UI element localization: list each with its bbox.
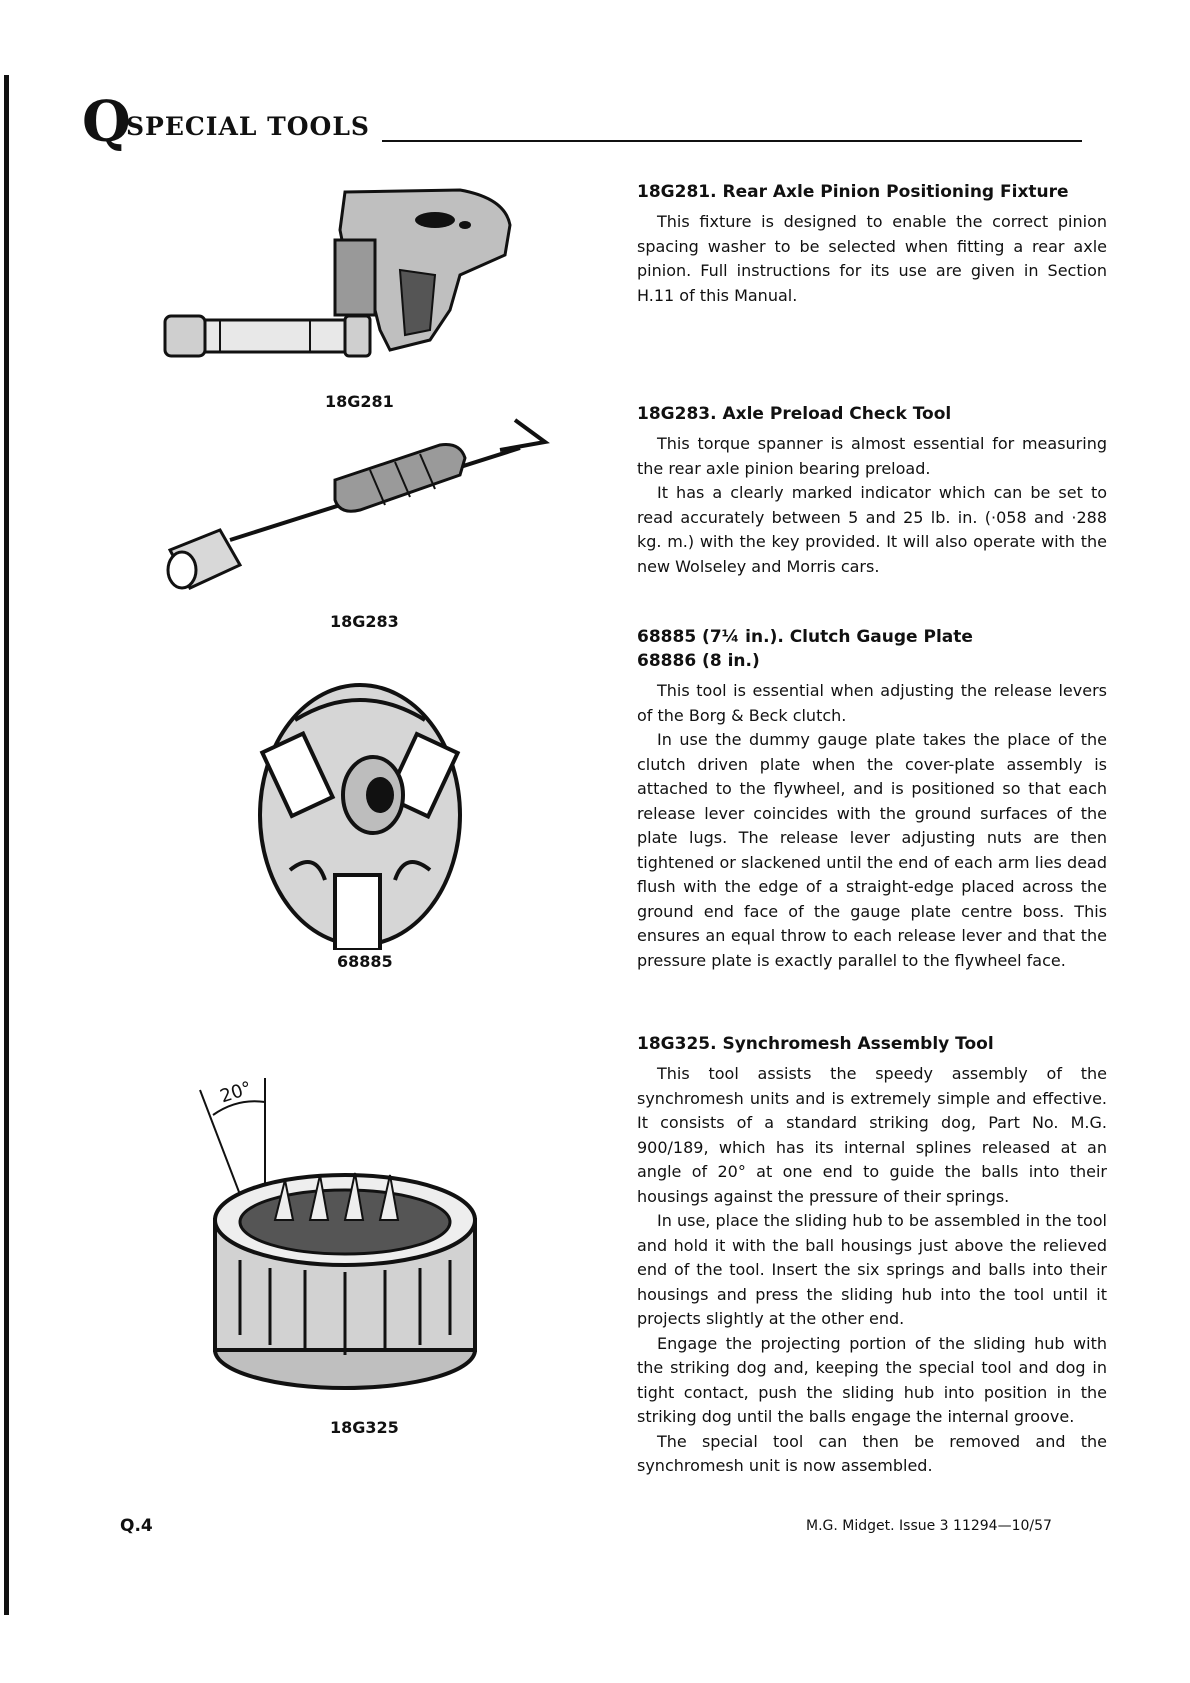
angle-label: 20°: [217, 1077, 255, 1108]
entry-paragraph: It has a clearly marked indicator which can be set to read accurately between 5 and 25 lb. in. (·058 and ·288 kg. m.) with the key provided. It will also operate with the new Wolseley and Morris cars.: [637, 483, 1107, 576]
entry-paragraph: Engage the projecting portion of the sliding hub with the striking dog and, keeping the special tool and dog in tight contact, push the sliding hub into position in the striking dog until the balls engage the internal groove.: [637, 1333, 1107, 1426]
page-header: [82, 89, 1102, 155]
synchromesh-tool-drawing-icon: [195, 1070, 495, 1400]
header-rule: [382, 140, 1082, 142]
entry-title: 18G283. Axle Preload Check Tool: [637, 404, 952, 424]
entry-18g281: [637, 180, 1107, 308]
figure-18g283: [160, 410, 560, 600]
entry-paragraph: The special tool can then be removed and the synchromesh unit is now assembled.: [637, 1431, 1107, 1475]
page-number: Q.4: [120, 1516, 153, 1536]
gauge-plate-drawing-icon: [255, 680, 465, 950]
entry-18g325: [637, 1032, 1107, 1479]
figure-caption: 68885: [337, 952, 393, 971]
torque-spanner-drawing-icon: [160, 410, 560, 600]
issue-info: M.G. Midget. Issue 3 11294—10/57: [806, 1518, 1052, 1534]
pinion-fixture-drawing-icon: [160, 180, 560, 380]
figure-caption: 18G281: [325, 392, 394, 411]
entry-title: [637, 625, 1107, 673]
entry-18g283: [637, 402, 1107, 579]
figure-caption: 18G283: [330, 612, 399, 631]
page-title: SPECIAL TOOLS: [126, 112, 370, 141]
entry-paragraph: This fixture is designed to enable the correct pinion spacing washer to be selected when fitting a rear axle pinion. Full instructions for its use are given in Section H.11 of this Manual.: [637, 212, 1107, 305]
entry-paragraph: In use the dummy gauge plate takes the place of the clutch driven plate when the cover-plate assembly is attached to the flywheel, and is positioned so that each release lever coincides with the ground surfaces of the plate lugs. The release lever adjusting nuts are then tightened or slackened until the end of each arm lies dead flush with the edge of a straight-edge placed across the ground end face of the gauge plate centre boss. This ensures an equal throw to each release lever and that the pressure plate is exactly parallel to the flywheel face.: [637, 730, 1107, 970]
figure-18g281: [160, 180, 560, 380]
figure-18g325: [195, 1070, 495, 1400]
entry-68885: [637, 625, 1107, 973]
section-letter: Q: [82, 89, 131, 155]
entry-title: 18G325. Synchromesh Assembly Tool: [637, 1034, 994, 1054]
entry-title: 18G281. Rear Axle Pinion Positioning Fixture: [637, 182, 1069, 202]
entry-paragraph: This tool assists the speedy assembly of the synchromesh units and is extremely simple and effective. It consists of a standard striking dog, Part No. M.G. 900/189, which has its internal splines released at an angle of 20° at one end to guide the balls into their housings against the pressure of their springs.: [637, 1064, 1107, 1206]
left-margin-rule: [4, 75, 9, 1615]
entry-title-main: 68885 (7¼ in.). Clutch Gauge Plate: [637, 627, 973, 647]
entry-subtitle: 68886 (8 in.): [637, 651, 760, 671]
entry-paragraph: This tool is essential when adjusting the release levers of the Borg & Beck clutch.: [637, 681, 1107, 725]
figure-caption: 18G325: [330, 1418, 399, 1437]
entry-paragraph: In use, place the sliding hub to be assembled in the tool and hold it with the ball housings just above the relieved end of the tool. Insert the six springs and balls into their housings and press the sliding hub into the tool until it projects slightly at the other end.: [637, 1211, 1107, 1328]
entry-paragraph: This torque spanner is almost essential for measuring the rear axle pinion bearing preload.: [637, 434, 1107, 478]
figure-68885: [255, 680, 465, 950]
